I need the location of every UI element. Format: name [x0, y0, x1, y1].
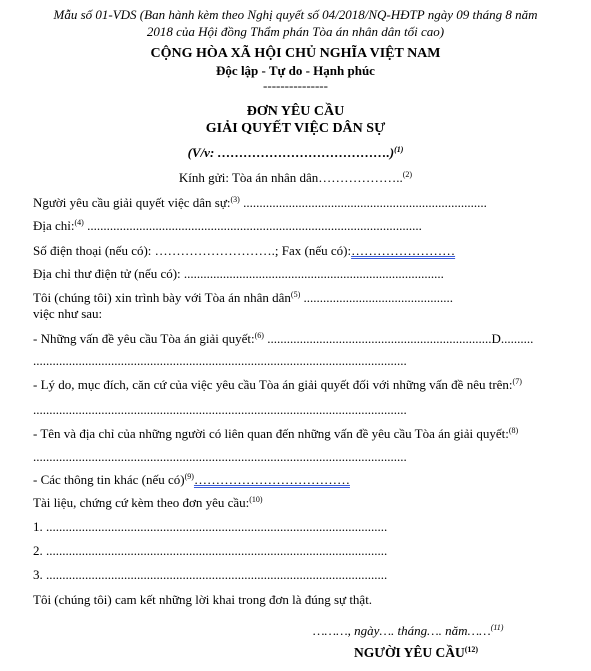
documents-line — [33, 495, 263, 511]
recipient-text: Kính gửi: Tòa án nhân dân……………….. — [178, 170, 403, 185]
court-dots: .............................................. — [300, 290, 453, 305]
form-note-line2: 2018 của Hội đồng Thẩm phán Tòa án nhân dân tối cao) — [146, 24, 445, 39]
date-text: ………, ngày…. tháng…. năm…… — [313, 623, 491, 638]
documents-ref: (10) — [249, 495, 263, 504]
requester-ref: (3) — [230, 195, 240, 204]
date-ref: (11) — [490, 623, 504, 632]
subject-ref: (1) — [394, 145, 404, 154]
document-item-2: 2. ......................................................................................................... — [33, 543, 388, 558]
related-ref: (8) — [508, 426, 519, 435]
recipient-line — [0, 170, 591, 186]
related-label: - Tên và địa chỉ của những người có liên quan đến những vấn đề yêu cầu Tòa án giải quyết: — [33, 426, 509, 441]
court-label: Tôi (chúng tôi) xin trình bày với Tòa án nhân dân — [33, 290, 291, 305]
email-label: Địa chỉ thư điện tử (nếu có): — [33, 266, 184, 281]
address-line — [33, 218, 422, 234]
related-line — [33, 426, 518, 442]
other-info-label: - Các thông tin khác (nếu có) — [33, 472, 185, 487]
document-item-1: 1. ......................................................................................................... — [33, 519, 388, 534]
reasons-blank-line: ................................................................................................................... — [33, 402, 407, 417]
document-title: ĐƠN YÊU CẦU — [246, 104, 345, 119]
document-item-3: 3. ......................................................................................................... — [33, 567, 388, 582]
reasons-ref: (7) — [512, 377, 522, 386]
requester-label: Người yêu cầu giải quyết việc dân sự: — [33, 195, 231, 210]
court-line — [33, 290, 453, 306]
issues-line — [33, 331, 533, 347]
phone-fax-line — [33, 243, 455, 259]
commitment-text: Tôi (chúng tôi) cam kết những lời khai trong đơn là đúng sự thật. — [33, 592, 373, 607]
issues-label: - Những vấn đề yêu cầu Tòa án giải quyết: — [33, 331, 255, 346]
court-ref: (5) — [290, 290, 301, 299]
date-line — [313, 623, 503, 639]
phone-fax-label: Số điện thoại (nếu có): ……………………….; Fax (nếu có): — [33, 243, 352, 258]
issues-dots: .....................................................................D.......... — [263, 331, 534, 346]
issues-blank-line: ................................................................................................................... — [33, 353, 407, 368]
national-motto: Độc lập - Tự do - Hạnh phúc — [216, 63, 375, 78]
subject-text: (V/v: ………………………………….) — [187, 145, 395, 160]
address-dots: ....................................................................................................... — [83, 218, 422, 233]
other-info-dots: ……………………………… — [193, 472, 350, 487]
reasons-line — [33, 377, 522, 393]
country-name: CỘNG HÒA XÃ HỘI CHỦ NGHĨA VIỆT NAM — [150, 46, 441, 61]
form-note-line1: Mẫu số 01-VDS (Ban hành kèm theo Nghị quyết số 04/2018/NQ-HĐTP ngày 09 tháng 8 năm — [53, 7, 538, 22]
fax-dots: …………………… — [351, 243, 456, 258]
other-info-ref: (9) — [184, 472, 194, 481]
documents-label: Tài liệu, chứng cứ kèm theo đơn yêu cầu: — [33, 495, 250, 510]
signer-line — [354, 645, 478, 661]
email-line — [33, 266, 444, 282]
related-blank-line: ................................................................................................................... — [33, 449, 407, 464]
signer-title: NGƯỜI YÊU CẦU — [354, 645, 465, 660]
other-info-line — [33, 472, 350, 488]
address-ref: (4) — [74, 218, 84, 227]
issues-ref: (6) — [254, 331, 264, 340]
requester-dots: ........................................................................... — [239, 195, 487, 210]
as-follows-text: việc như sau: — [33, 306, 103, 321]
address-label: Địa chỉ: — [33, 218, 75, 233]
signer-ref: (12) — [464, 645, 479, 654]
email-dots: ................................................................................ — [183, 266, 444, 281]
reasons-label: - Lý do, mục đích, căn cứ của việc yêu cầu Tòa án giải quyết đối với những vấn đề nêu trên: — [33, 377, 513, 392]
document-subtitle: GIẢI QUYẾT VIỆC DÂN SỰ — [205, 121, 386, 136]
requester-line — [33, 195, 487, 211]
recipient-ref: (2) — [402, 170, 413, 179]
subject-line — [0, 145, 591, 161]
header-divider: --------------- — [263, 78, 328, 93]
